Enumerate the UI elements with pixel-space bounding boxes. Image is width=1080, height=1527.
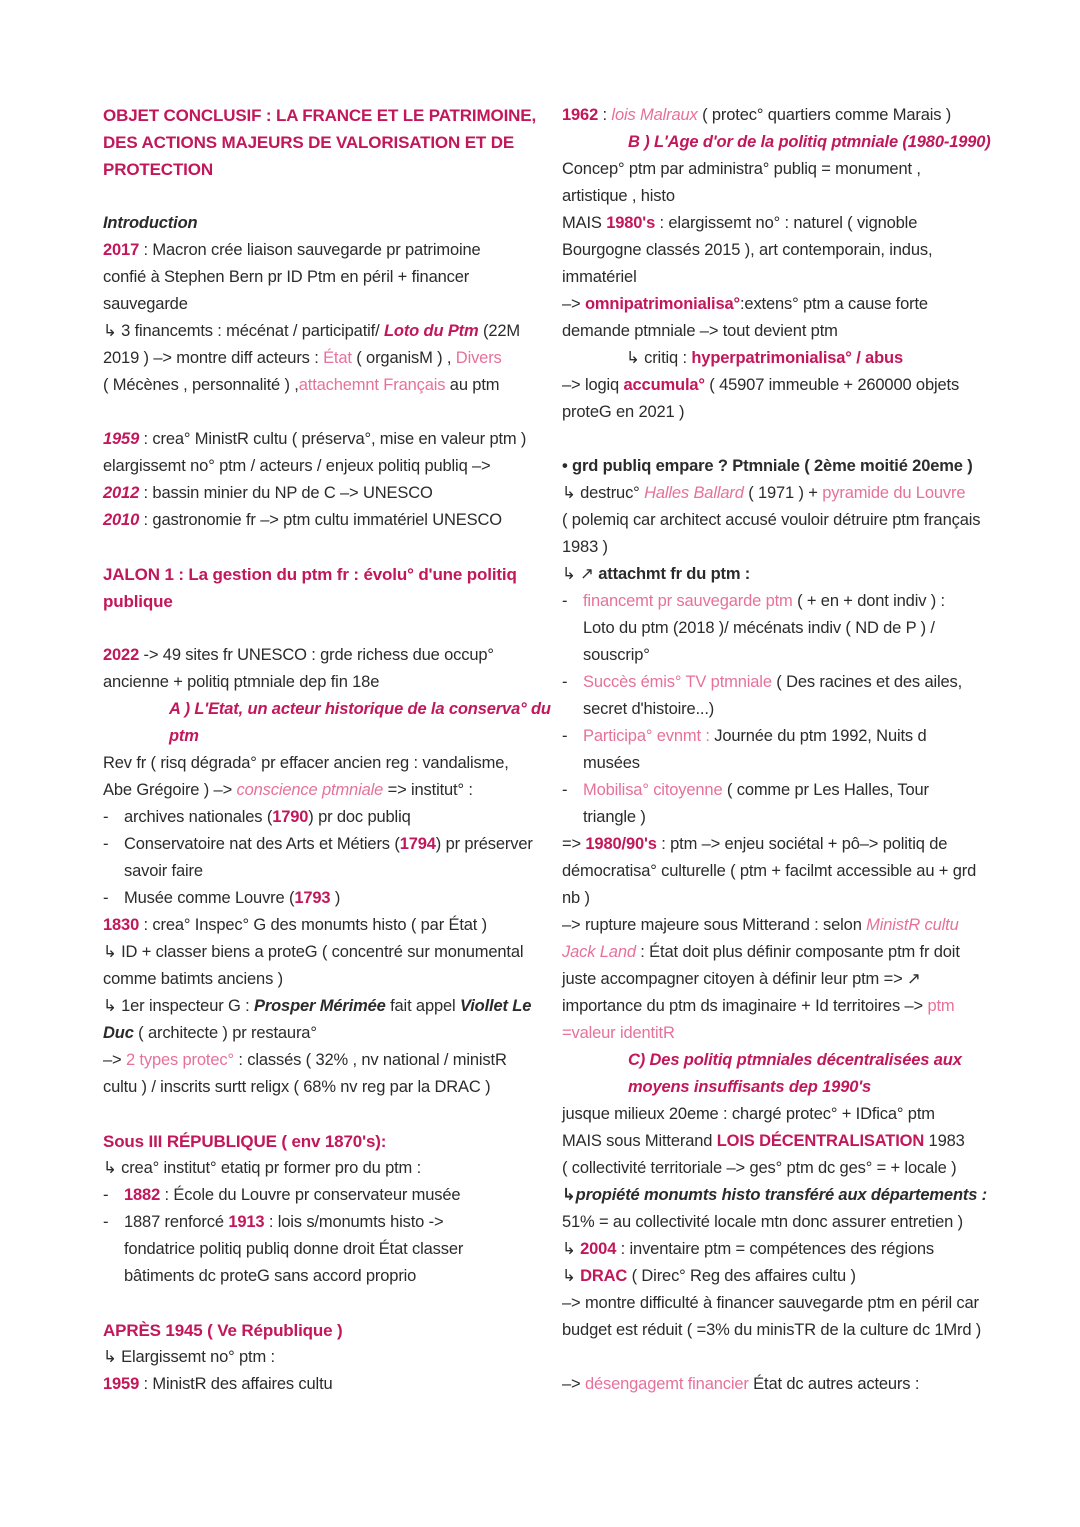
doc-title-line: DES ACTIONS MAJEURS DE VALORISATION ET DE [103,133,515,152]
text-line: Abe Grégoire ) –> conscience ptmniale => institut° : [103,781,473,799]
text-line: => 1980/90's : ptm –> enjeu sociétal + pô–> politiq de [562,835,948,853]
list-item: - Participa° evnmt : Journée du ptm 1992, Nuits d [562,727,927,745]
text-line: ↳ crea° institut° etatiq pr former pro du ptm : [103,1159,422,1177]
list-item: - 1887 renforcé 1913 : lois s/monumts histo -> [103,1213,444,1231]
section-heading: APRÈS 1945 ( Ve République ) [103,1321,343,1340]
text-line: confié à Stephen Bern pr ID Ptm en péril + financer [103,268,470,286]
list-item: - archives nationales (1790) pr doc publiq [103,808,411,826]
text-line: proteG en 2021 ) [562,403,685,421]
section-heading: publique [103,592,173,611]
right-column [562,102,991,1398]
text-line: Concep° ptm par administra° publiq = monument , [562,160,921,178]
text-line: ( Mécènes , personnalité ) ,attachemnt Français au ptm [103,376,500,394]
subheading: moyens insuffisants dep 1990's [628,1078,872,1096]
list-item-cont: bâtiments dc proteG sans accord proprio [124,1267,417,1285]
text-line: ↳ ↗ attachmt fr du ptm : [562,565,751,583]
text-line: MAIS sous Mitterand LOIS DÉCENTRALISATION 1983 [562,1132,965,1150]
list-item: - Conservatoire nat des Arts et Métiers (1794) pr préserver [103,835,533,853]
list-item-cont: musées [583,754,640,772]
text-line: ( polemiq car architect accusé vouloir détruire ptm français [562,511,981,529]
text-line: Rev fr ( risq dégrada° pr effacer ancien reg : vandalisme, [103,754,509,772]
year: 2022 [103,646,140,664]
year: 1959 [103,1375,140,1393]
text-line: immatériel [562,268,637,286]
text-line: 2012 : bassin minier du NP de C –> UNESCO [103,484,433,502]
text-line: 2010 : gastronomie fr –> ptm cultu immatériel UNESCO [103,511,502,529]
text-line: importance du ptm ds imaginaire + Id territoires –> ptm [562,997,955,1015]
text-line: ↳ Elargissemt no° ptm : [103,1348,275,1366]
section-heading: JALON 1 : La gestion du ptm fr : évolu° d'une politiq [103,565,517,584]
text-line: ↳ 2004 : inventaire ptm = compétences des régions [562,1240,934,1258]
year: 2017 [103,241,140,259]
text-line: juste accompagner citoyen à définir leur ptm => ↗ [562,970,921,988]
text-line: Jack Land : État doit plus définir composante ptm fr doit [562,943,960,961]
list-item-cont: triangle ) [583,808,646,826]
text-line: 51% = au collectivité locale mtn donc assurer entretien ) [562,1213,963,1231]
year: 2010 [103,511,140,529]
text-line: –> 2 types protec° : classés ( 32% , nv national / ministR [103,1051,507,1069]
text-line: sauvegarde [103,295,188,313]
doc-title-line: PROTECTION [103,160,213,179]
section-heading: Sous III RÉPUBLIQUE ( env 1870's): [103,1132,387,1151]
text-line: 1830 : crea° Inspec° G des monumts histo ( par État ) [103,916,488,934]
year: 1959 [103,430,140,448]
year: 2012 [103,484,140,502]
text-line: –> montre difficulté à financer sauvegarde ptm en péril car [562,1294,979,1312]
list-item: - Mobilisa° citoyenne ( comme pr Les Halles, Tour [562,781,929,799]
text-line: démocratisa° culturelle ( ptm + facilmt accessible au + grd [562,862,977,880]
text-line: MAIS 1980's : elargissemt no° : naturel ( vignoble [562,214,918,232]
text-line: Bourgogne classés 2015 ), art contemporain, indus, [562,241,933,259]
text-line: elargissemt no° ptm / acteurs / enjeux politiq publiq –> [103,457,491,475]
subheading: C) Des politiq ptmniales décentralisées aux [628,1051,962,1069]
text-line: 1962 : lois Malraux ( protec° quartiers comme Marais ) [562,106,952,124]
text-line: 2017 : Macron crée liaison sauvegarde pr patrimoine [103,241,481,259]
text-line: =valeur identitR [562,1024,675,1042]
text-line: –> logiq accumula° ( 45907 immeuble + 260000 objets [562,376,960,394]
list-item: - Musée comme Louvre (1793 ) [103,889,341,907]
list-item: - financemt pr sauvegarde ptm ( + en + dont indiv ) : [562,592,945,610]
list-item-cont: savoir faire [124,862,203,880]
doc-title-line: OBJET CONCLUSIF : LA FRANCE ET LE PATRIMOINE, [103,106,537,125]
text-line: ↳ DRAC ( Direc° Reg des affaires cultu ) [562,1267,856,1285]
intro-heading: Introduction [103,214,198,232]
text-line: comme batimts anciens ) [103,970,283,988]
year: 1830 [103,916,140,934]
text-line: ancienne + politiq ptmniale dep fin 18e [103,673,380,691]
list-item-cont: souscrip° [583,646,650,664]
list-item: - 1882 : École du Louvre pr conservateur musée [103,1186,461,1204]
text-line: 1983 ) [562,538,608,556]
list-item-cont: secret d'histoire...) [583,700,715,718]
text-line: nb ) [562,889,590,907]
text-line: ↳ ID + classer biens a proteG ( concentré sur monumental [103,943,524,961]
text-line: budget est réduit ( =3% du minisTR de la culture dc 1Mrd ) [562,1321,982,1339]
text-line: ↳propiété monumts histo transféré aux départements : [562,1186,988,1204]
text-line: demande ptmniale –> tout devient ptm [562,322,838,340]
text-line: –> désengagemt financier État dc autres acteurs : [562,1375,920,1393]
text-line: Duc ( architecte ) pr restaura° [103,1024,317,1042]
text-line: 2019 ) –> montre diff acteurs : État ( organisM ) , Divers [103,349,502,367]
text-line: jusque milieux 20eme : chargé protec° + IDfica° ptm [562,1105,935,1123]
list-item-cont: fondatrice politiq publiq donne droit État classer [124,1240,464,1258]
text-line: 1959 : MinistR des affaires cultu [103,1375,333,1393]
subheading: B ) L'Age d'or de la politiq ptmniale (1980-1990) [628,133,991,151]
text-line: ↳ 1er inspecteur G : Prosper Mérimée fait appel Viollet Le [103,997,532,1015]
text-line: ↳ destruc° Halles Ballard ( 1971 ) + pyramide du Louvre [562,484,966,502]
text-line: artistique , histo [562,187,675,205]
list-item-cont: Loto du ptm (2018 )/ mécénats indiv ( ND de P ) / [583,619,935,637]
text-line: –> omnipatrimonialisa°:extens° ptm a cause forte [562,295,928,313]
subheading: A ) L'Etat, un acteur historique de la conserva° du [169,700,551,718]
text-line: 2022 -> 49 sites fr UNESCO : grde richess due occup° [103,646,494,664]
text-line: ( collectivité territoriale –> ges° ptm dc ges° = + locale ) [562,1159,957,1177]
text-line: ↳ critiq : hyperpatrimonialisa° / abus [626,349,903,367]
text-line: –> rupture majeure sous Mitterand : selon MinistR cultu [562,916,959,934]
left-column [103,102,551,1398]
list-item: - Succès émis° TV ptmniale ( Des racines et des ailes, [562,673,963,691]
subheading: ptm [169,727,199,745]
text-line: cultu ) / inscrits surtt religx ( 68% nv reg par la DRAC ) [103,1078,491,1096]
text-line: ↳ 3 financemts : mécénat / participatif/ Loto du Ptm (22M [103,322,520,340]
section-heading: • grd publiq empare ? Ptmniale ( 2ème moitié 20eme ) [562,457,973,475]
text-line: 1959 : crea° MinistR cultu ( préserva°, mise en valeur ptm ) [103,430,527,448]
